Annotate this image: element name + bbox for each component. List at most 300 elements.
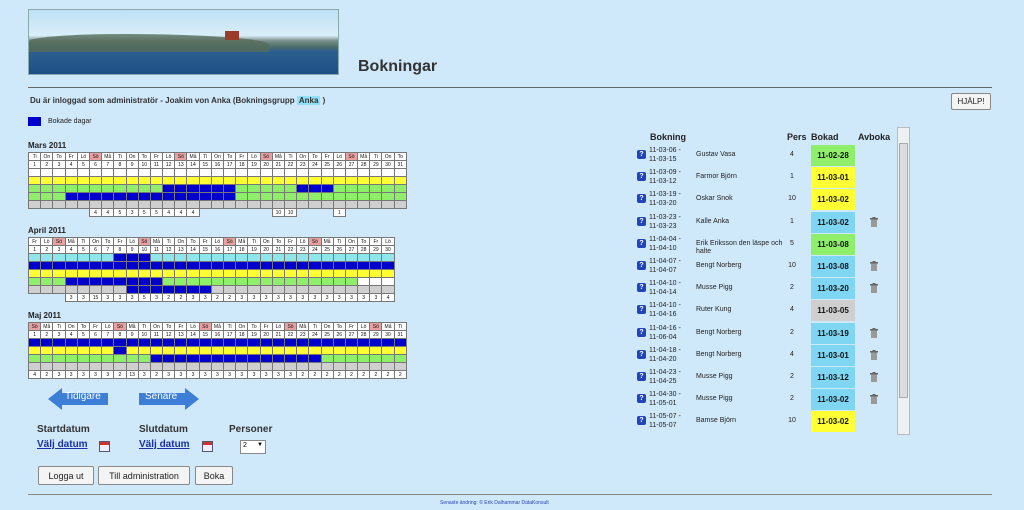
- trash-icon[interactable]: [870, 394, 878, 404]
- count-cell: [382, 209, 394, 217]
- day-cell[interactable]: 24: [309, 246, 321, 254]
- booking-cell: [284, 193, 296, 201]
- day-cell[interactable]: 17: [224, 331, 236, 339]
- day-cell[interactable]: 28: [358, 161, 370, 169]
- booking-cell: [358, 193, 370, 201]
- day-cell[interactable]: 21: [272, 161, 284, 169]
- booking-persons: 2: [790, 284, 794, 292]
- booking-cell: [150, 278, 162, 286]
- day-cell[interactable]: 11: [150, 331, 162, 339]
- logout-button[interactable]: Logga ut: [38, 466, 94, 485]
- calendar-grid: [28, 237, 395, 302]
- day-cell[interactable]: 4: [65, 161, 77, 169]
- booking-cell: [53, 201, 65, 209]
- booking-cell: [297, 347, 309, 355]
- day-cell[interactable]: 16: [211, 161, 223, 169]
- day-cell[interactable]: 12: [163, 246, 175, 254]
- count-cell: 2: [394, 371, 406, 379]
- day-cell[interactable]: 1: [29, 246, 41, 254]
- day-cell[interactable]: 14: [187, 331, 199, 339]
- booking-cell: [138, 193, 150, 201]
- count-cell: [345, 209, 357, 217]
- booking-cell: [394, 193, 406, 201]
- day-cell[interactable]: 29: [370, 331, 382, 339]
- weekday-cell: Fr: [89, 323, 101, 331]
- trash-icon[interactable]: [870, 217, 878, 227]
- info-icon[interactable]: ?: [637, 150, 646, 159]
- count-cell: 2: [297, 371, 309, 379]
- booking-cell: [53, 270, 65, 278]
- weekday-cell: On: [41, 153, 53, 161]
- booking-cell: [114, 254, 126, 262]
- booking-cell: [248, 185, 260, 193]
- booking-cell: [65, 347, 77, 355]
- booking-cell: [358, 254, 370, 262]
- calendar-icon[interactable]: [99, 441, 110, 452]
- booking-cell: [236, 278, 248, 286]
- booking-cell: [394, 363, 406, 371]
- count-cell: 15: [89, 294, 101, 302]
- legend-swatch: [28, 117, 41, 126]
- day-cell[interactable]: 4: [65, 331, 77, 339]
- day-cell[interactable]: 4: [65, 246, 77, 254]
- day-cell[interactable]: 12: [163, 161, 175, 169]
- day-cell[interactable]: 1: [29, 161, 41, 169]
- booking-cell: [224, 177, 236, 185]
- day-cell[interactable]: 9: [126, 246, 138, 254]
- count-cell: 2: [211, 294, 223, 302]
- calendar-grid: [28, 152, 407, 217]
- booking-cell: [333, 278, 345, 286]
- day-cell[interactable]: 9: [126, 161, 138, 169]
- count-cell: 3: [236, 371, 248, 379]
- booking-cell: [102, 254, 114, 262]
- booking-cell: [126, 193, 138, 201]
- booking-cell: [224, 278, 236, 286]
- booking-name: Bengt Norberg: [696, 350, 742, 358]
- booking-cell: [187, 185, 199, 193]
- booking-cell: [89, 339, 101, 347]
- day-cell[interactable]: 5: [77, 331, 89, 339]
- booking-cell: [175, 355, 187, 363]
- day-cell[interactable]: 16: [211, 246, 223, 254]
- booking-cell: [29, 254, 41, 262]
- booking-cell: [394, 355, 406, 363]
- day-cell[interactable]: 28: [358, 246, 370, 254]
- booking-cell: [102, 278, 114, 286]
- booking-cell: [29, 201, 41, 209]
- day-cell[interactable]: 22: [284, 246, 296, 254]
- info-icon[interactable]: ?: [637, 372, 646, 381]
- footer-text: Senaste ändring: © Erik Dalhammar DataKonsult: [440, 500, 549, 506]
- chevron-down-icon: ▼: [257, 442, 263, 448]
- day-cell[interactable]: 23: [297, 246, 309, 254]
- day-cell[interactable]: 29: [370, 246, 382, 254]
- booking-cell: [77, 363, 89, 371]
- info-icon[interactable]: ?: [637, 194, 646, 203]
- booking-cell: [41, 339, 53, 347]
- day-cell[interactable]: 20: [260, 331, 272, 339]
- day-cell[interactable]: 3: [53, 246, 65, 254]
- weekday-cell: To: [358, 238, 370, 246]
- booking-cell: [65, 177, 77, 185]
- weekday-cell: Lö: [248, 153, 260, 161]
- trash-icon[interactable]: [870, 283, 878, 293]
- weekday-cell: Sö: [114, 323, 126, 331]
- weekday-cell: Fr: [150, 153, 162, 161]
- booking-cell: [53, 286, 65, 294]
- day-cell[interactable]: 22: [284, 331, 296, 339]
- day-cell[interactable]: 20: [260, 246, 272, 254]
- day-cell[interactable]: 13: [175, 161, 187, 169]
- day-cell[interactable]: 12: [163, 331, 175, 339]
- info-icon[interactable]: ?: [637, 394, 646, 403]
- count-cell: 3: [345, 294, 357, 302]
- day-cell[interactable]: 2: [41, 161, 53, 169]
- day-cell[interactable]: 26: [333, 246, 345, 254]
- booking-cell: [199, 177, 211, 185]
- booking-cell: [138, 254, 150, 262]
- day-cell[interactable]: 7: [102, 246, 114, 254]
- day-cell[interactable]: 7: [102, 161, 114, 169]
- booking-cell: [236, 193, 248, 201]
- day-cell[interactable]: 31: [394, 161, 406, 169]
- booking-cell: [53, 193, 65, 201]
- booking-cell: [163, 270, 175, 278]
- booking-cell: [163, 339, 175, 347]
- count-cell: 2: [41, 371, 53, 379]
- weekday-cell: Må: [321, 238, 333, 246]
- day-cell[interactable]: 15: [199, 161, 211, 169]
- count-cell: 4: [89, 209, 101, 217]
- day-cell[interactable]: 5: [77, 161, 89, 169]
- day-cell[interactable]: 10: [138, 331, 150, 339]
- booking-cell: [345, 193, 357, 201]
- count-cell: [65, 209, 77, 217]
- booking-booked-date: 11-03-02: [811, 212, 855, 233]
- day-cell[interactable]: 8: [114, 331, 126, 339]
- booking-cell: [370, 339, 382, 347]
- day-cell[interactable]: 23: [297, 331, 309, 339]
- scrollbar[interactable]: [897, 127, 910, 435]
- weekday-cell: Sö: [370, 323, 382, 331]
- admin-button[interactable]: Till administration: [98, 466, 190, 485]
- booking-persons: 1: [790, 217, 794, 225]
- booking-cell: [272, 262, 284, 270]
- booking-cell: [175, 363, 187, 371]
- booking-cell: [248, 262, 260, 270]
- day-cell[interactable]: 21: [272, 246, 284, 254]
- count-cell: 4: [163, 209, 175, 217]
- weekday-cell: Fr: [29, 238, 41, 246]
- booking-cell: [150, 193, 162, 201]
- day-cell[interactable]: 15: [199, 331, 211, 339]
- day-cell[interactable]: 18: [236, 331, 248, 339]
- booking-cell: [114, 278, 126, 286]
- booking-cell: [321, 262, 333, 270]
- day-cell[interactable]: 3: [53, 331, 65, 339]
- day-cell[interactable]: 25: [321, 246, 333, 254]
- count-cell: 1: [333, 209, 345, 217]
- booking-cell: [236, 177, 248, 185]
- booking-cell: [224, 363, 236, 371]
- count-cell: 3: [248, 294, 260, 302]
- booking-cell: [370, 278, 382, 286]
- day-cell[interactable]: 2: [41, 246, 53, 254]
- booking-cell: [211, 177, 223, 185]
- booking-cell: [309, 347, 321, 355]
- booking-dates: 11-04-07 - 11-04-07: [649, 258, 681, 274]
- booking-cell: [41, 286, 53, 294]
- day-cell[interactable]: 17: [224, 246, 236, 254]
- day-cell[interactable]: 7: [102, 331, 114, 339]
- weekday-cell: Sö: [199, 323, 211, 331]
- day-cell[interactable]: 27: [345, 246, 357, 254]
- booking-cell: [333, 169, 345, 177]
- booking-cell: [382, 278, 394, 286]
- day-cell[interactable]: 16: [211, 331, 223, 339]
- count-cell: 3: [248, 371, 260, 379]
- booking-cell: [187, 193, 199, 201]
- day-cell[interactable]: 6: [89, 161, 101, 169]
- day-cell[interactable]: 10: [138, 246, 150, 254]
- booking-booked-date: 11-03-19: [811, 323, 855, 344]
- booking-persons: 1: [790, 173, 794, 181]
- booking-cell: [126, 339, 138, 347]
- weekday-cell: Lö: [187, 323, 199, 331]
- booking-row: [636, 212, 908, 233]
- booking-cell: [199, 262, 211, 270]
- booking-cell: [297, 201, 309, 209]
- booking-name: Erik Eriksson den läspe och halte: [696, 239, 783, 255]
- info-icon[interactable]: ?: [637, 416, 646, 425]
- day-cell[interactable]: 11: [150, 161, 162, 169]
- count-cell: 3: [187, 294, 199, 302]
- day-cell[interactable]: 17: [224, 161, 236, 169]
- day-cell[interactable]: 14: [187, 246, 199, 254]
- day-cell[interactable]: 8: [114, 246, 126, 254]
- booking-cell: [29, 278, 41, 286]
- day-cell[interactable]: 11: [150, 246, 162, 254]
- day-cell[interactable]: 5: [77, 246, 89, 254]
- booking-cell: [126, 286, 138, 294]
- day-cell[interactable]: 24: [309, 331, 321, 339]
- info-icon[interactable]: ?: [637, 172, 646, 181]
- book-button[interactable]: Boka: [195, 466, 233, 485]
- divider: [28, 494, 992, 495]
- booking-cell: [358, 201, 370, 209]
- booking-cell: [150, 185, 162, 193]
- count-cell: 2: [175, 294, 187, 302]
- day-cell[interactable]: 13: [175, 246, 187, 254]
- info-icon[interactable]: ?: [637, 217, 646, 226]
- day-cell[interactable]: 8: [114, 161, 126, 169]
- count-cell: 3: [224, 371, 236, 379]
- day-cell[interactable]: 18: [236, 161, 248, 169]
- count-cell: 3: [358, 294, 370, 302]
- booking-cell: [224, 185, 236, 193]
- booking-cell: [284, 339, 296, 347]
- booking-cell: [150, 363, 162, 371]
- booking-cell: [29, 185, 41, 193]
- count-cell: 2: [382, 371, 394, 379]
- count-cell: 3: [102, 294, 114, 302]
- booking-cell: [345, 262, 357, 270]
- booking-cell: [236, 185, 248, 193]
- legend: Bokade dagar: [28, 117, 92, 126]
- day-cell[interactable]: 1: [29, 331, 41, 339]
- booking-persons: 2: [790, 373, 794, 380]
- booking-cell: [126, 169, 138, 177]
- day-cell[interactable]: 22: [284, 161, 296, 169]
- booking-cell: [358, 286, 370, 294]
- weekday-cell: Fr: [260, 323, 272, 331]
- booking-cell: [53, 339, 65, 347]
- booking-cell: [199, 286, 211, 294]
- calendar-icon[interactable]: [202, 441, 213, 452]
- day-cell[interactable]: 25: [321, 161, 333, 169]
- booking-cell: [126, 363, 138, 371]
- booking-cell: [224, 286, 236, 294]
- day-cell[interactable]: 18: [236, 246, 248, 254]
- day-cell[interactable]: 13: [175, 331, 187, 339]
- count-cell: 4: [102, 209, 114, 217]
- day-cell[interactable]: 23: [297, 161, 309, 169]
- info-icon[interactable]: ?: [637, 283, 646, 292]
- booking-cell: [102, 262, 114, 270]
- day-cell[interactable]: 28: [358, 331, 370, 339]
- day-cell[interactable]: 19: [248, 246, 260, 254]
- weekday-cell: On: [236, 323, 248, 331]
- booking-cell: [163, 363, 175, 371]
- day-cell[interactable]: 19: [248, 161, 260, 169]
- day-cell[interactable]: 29: [370, 161, 382, 169]
- booking-cell: [321, 177, 333, 185]
- booking-cell: [89, 177, 101, 185]
- booking-cell: [41, 185, 53, 193]
- booking-cell: [358, 262, 370, 270]
- day-cell[interactable]: 10: [138, 161, 150, 169]
- start-date-link[interactable]: Välj datum: [37, 439, 88, 450]
- day-cell[interactable]: 19: [248, 331, 260, 339]
- booking-cell: [297, 270, 309, 278]
- info-icon[interactable]: ?: [637, 305, 646, 314]
- booking-cell: [114, 270, 126, 278]
- booking-cell: [150, 262, 162, 270]
- trash-icon[interactable]: [870, 328, 878, 338]
- booking-cell: [175, 185, 187, 193]
- header-image: [28, 9, 339, 75]
- booking-cell: [175, 254, 187, 262]
- persons-select[interactable]: 2 ▼: [240, 440, 266, 454]
- booking-cell: [77, 193, 89, 201]
- next-button[interactable]: Senare: [145, 391, 178, 402]
- day-cell[interactable]: 25: [321, 331, 333, 339]
- day-cell[interactable]: 30: [382, 161, 394, 169]
- prev-button[interactable]: Tidigare: [65, 391, 101, 402]
- col-header-booking: Bokning: [650, 132, 686, 142]
- weekday-cell: Må: [102, 153, 114, 161]
- day-cell[interactable]: 6: [89, 246, 101, 254]
- weekday-cell: Fr: [370, 238, 382, 246]
- booking-cell: [309, 278, 321, 286]
- count-cell: 3: [284, 371, 296, 379]
- booking-booked-date: 11-03-08: [811, 234, 855, 255]
- day-cell[interactable]: 26: [333, 331, 345, 339]
- weekday-cell: To: [138, 153, 150, 161]
- booking-cell: [297, 355, 309, 363]
- day-cell[interactable]: 31: [394, 331, 406, 339]
- info-icon[interactable]: ?: [637, 350, 646, 359]
- day-cell[interactable]: 30: [382, 246, 394, 254]
- booking-name: Musse Pigg: [696, 284, 733, 292]
- weekday-cell: On: [126, 153, 138, 161]
- help-button[interactable]: HJÄLP!: [951, 93, 991, 110]
- info-icon[interactable]: ?: [637, 261, 646, 270]
- day-cell[interactable]: 2: [41, 331, 53, 339]
- day-cell[interactable]: 21: [272, 331, 284, 339]
- booking-booked-date: 11-03-02: [811, 189, 855, 210]
- count-cell: 3: [114, 294, 126, 302]
- booking-cell: [370, 169, 382, 177]
- booking-cell: [345, 278, 357, 286]
- booking-row: [636, 145, 908, 166]
- day-cell[interactable]: 26: [333, 161, 345, 169]
- booking-cell: [89, 347, 101, 355]
- day-cell[interactable]: 30: [382, 331, 394, 339]
- booking-cell: [53, 347, 65, 355]
- day-cell[interactable]: 14: [187, 161, 199, 169]
- trash-icon[interactable]: [870, 350, 878, 360]
- booking-row: [636, 323, 908, 344]
- booking-cell: [41, 270, 53, 278]
- count-cell: 2: [358, 371, 370, 379]
- weekday-cell: Ti: [370, 153, 382, 161]
- day-cell[interactable]: 20: [260, 161, 272, 169]
- booking-cell: [65, 363, 77, 371]
- count-cell: 10: [284, 209, 296, 217]
- booking-cell: [284, 355, 296, 363]
- booking-cell: [138, 177, 150, 185]
- day-cell[interactable]: 3: [53, 161, 65, 169]
- booking-cell: [260, 278, 272, 286]
- booking-cell: [126, 355, 138, 363]
- booking-cell: [163, 169, 175, 177]
- booking-cell: [333, 355, 345, 363]
- day-cell[interactable]: 24: [309, 161, 321, 169]
- scrollbar-thumb[interactable]: [899, 143, 908, 398]
- day-cell[interactable]: 15: [199, 246, 211, 254]
- booking-cell: [163, 355, 175, 363]
- day-cell[interactable]: 27: [345, 161, 357, 169]
- day-cell[interactable]: 27: [345, 331, 357, 339]
- booking-cell: [272, 347, 284, 355]
- booking-cell: [260, 262, 272, 270]
- end-date-link[interactable]: Välj datum: [139, 439, 190, 450]
- booking-cell: [260, 363, 272, 371]
- info-icon[interactable]: ?: [637, 328, 646, 337]
- booking-cell: [382, 262, 394, 270]
- day-cell[interactable]: 6: [89, 331, 101, 339]
- booking-cell: [53, 262, 65, 270]
- trash-icon[interactable]: [870, 372, 878, 382]
- day-cell[interactable]: 9: [126, 331, 138, 339]
- count-cell: 3: [284, 294, 296, 302]
- booking-cell: [126, 177, 138, 185]
- trash-icon[interactable]: [870, 261, 878, 271]
- info-icon[interactable]: ?: [637, 239, 646, 248]
- booking-cell: [138, 347, 150, 355]
